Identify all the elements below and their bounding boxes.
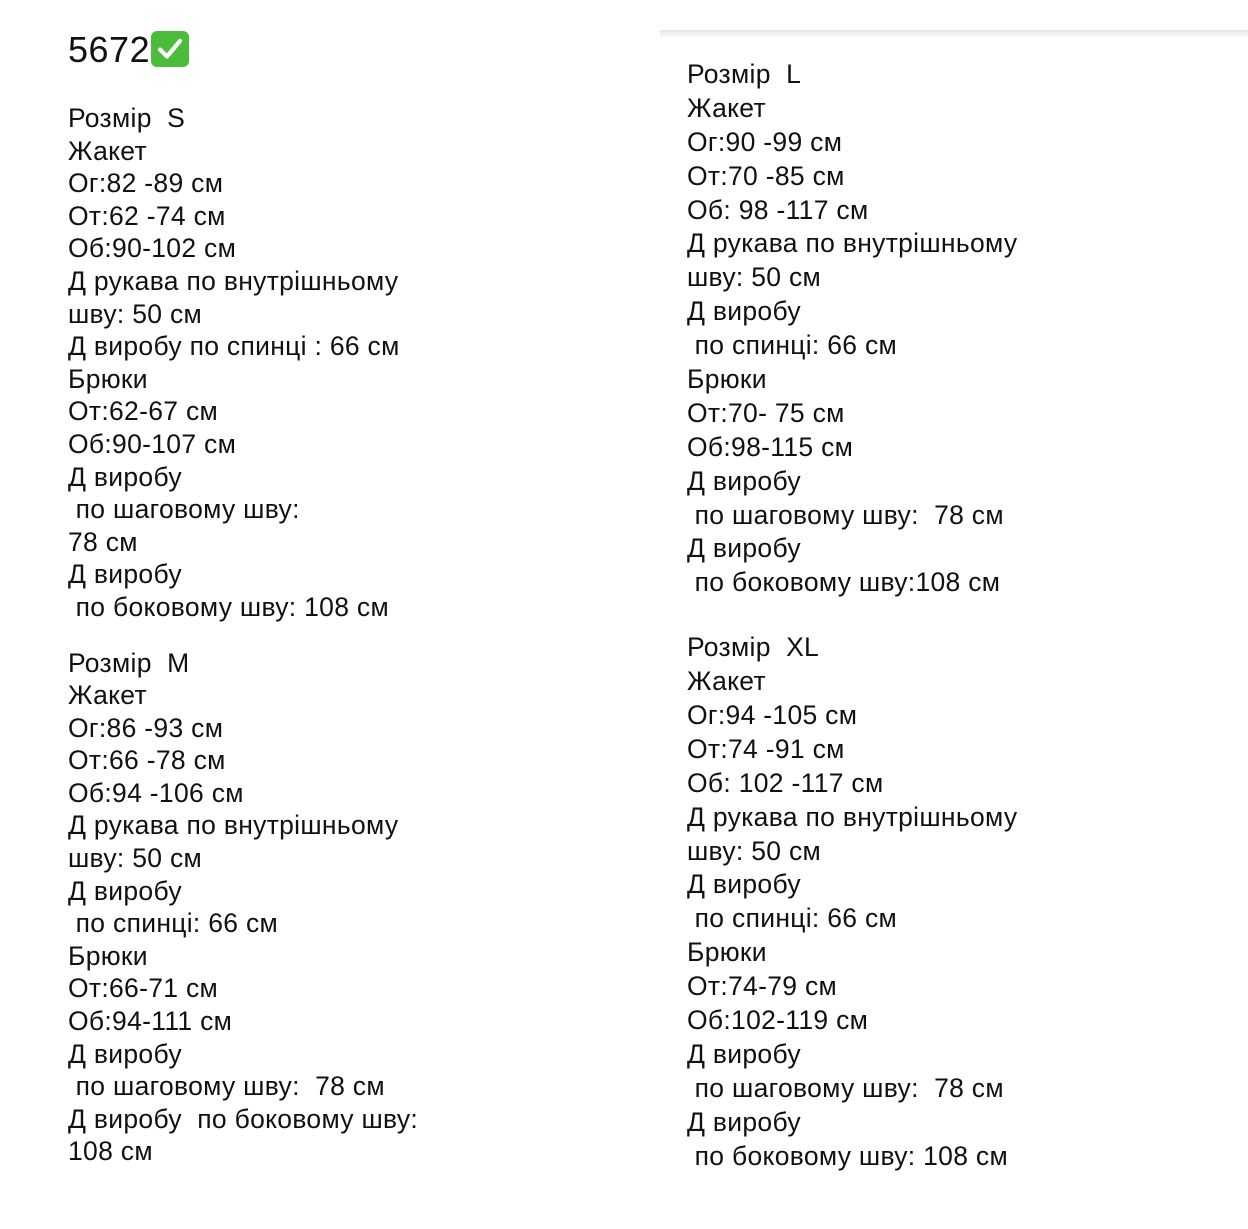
measurement-line: Об:102-119 см — [687, 1005, 869, 1036]
measurement-line: Ог:82 -89 см — [68, 168, 224, 199]
size-title: Розмір M — [68, 647, 190, 678]
measurement-line: по шаговому шву: 78 см — [687, 1072, 1004, 1103]
measurement-line: Д виробу — [68, 875, 182, 906]
size-block — [68, 647, 638, 1169]
measurement-line: Д рукава по внутрішньому — [687, 801, 1018, 832]
measurement-line: Д виробу — [68, 461, 182, 492]
measurement-line: по спинці: 66 см — [68, 908, 279, 939]
right-size-column — [687, 58, 1227, 1174]
measurement-line: Д виробу — [687, 869, 801, 900]
measurement-line: Брюки — [687, 364, 767, 395]
measurement-line: От:66 -78 см — [68, 745, 226, 776]
measurement-line: Д рукава по внутрішньому — [68, 810, 399, 841]
measurement-line: Брюки — [687, 937, 767, 968]
measurement-line: От:70 -85 см — [687, 160, 845, 191]
measurement-line: по шаговому шву: 78 см — [68, 1071, 385, 1102]
measurement-line: Жакет — [68, 135, 147, 166]
size-block — [687, 631, 1227, 1173]
measurement-line: шву: 50 см — [687, 262, 822, 293]
measurement-line: Д виробу — [687, 1106, 801, 1137]
measurement-line: Брюки — [68, 363, 148, 394]
measurement-line: Д виробу — [687, 296, 801, 327]
measurement-line: Об:94-111 см — [68, 1006, 233, 1037]
measurement-line: От:74 -91 см — [687, 733, 845, 764]
measurement-line: по боковому шву:108 см — [687, 567, 1001, 598]
left-size-column — [68, 102, 638, 1168]
measurement-line: по шаговому шву: — [68, 494, 300, 525]
measurement-line: От:62-67 см — [68, 396, 219, 427]
measurement-line: Д виробу — [68, 559, 182, 590]
measurement-line: по боковому шву: 108 см — [68, 591, 389, 622]
measurement-line: Жакет — [687, 666, 766, 697]
size-title: Розмір XL — [687, 632, 820, 663]
measurement-line: по шаговому шву: 78 см — [687, 499, 1004, 530]
measurement-line: Д виробу — [68, 1038, 182, 1069]
measurement-line: 78 см — [68, 526, 138, 557]
measurement-line: Ог:94 -105 см — [687, 700, 858, 731]
size-title: Розмір L — [687, 59, 802, 89]
product-code: 5672 — [68, 29, 151, 70]
measurement-line: Об:90-102 см — [68, 233, 237, 264]
measurement-line: Д виробу — [687, 465, 801, 496]
screenshot-top-edge — [660, 30, 1248, 38]
measurement-line: От:74-79 см — [687, 971, 838, 1002]
measurement-line: Д виробу — [687, 1038, 801, 1069]
measurement-line: Ог:86 -93 см — [68, 712, 224, 743]
measurement-line: Д виробу по спинці : 66 см — [68, 331, 400, 362]
size-block — [687, 58, 1227, 600]
measurement-line: Ог:90 -99 см — [687, 126, 843, 157]
measurement-line: Д рукава по внутрішньому — [68, 265, 399, 296]
check-mark-icon — [151, 31, 189, 67]
measurement-line: Об:98-115 см — [687, 431, 854, 462]
measurement-line: шву: 50 см — [68, 298, 203, 329]
measurement-line: Об:94 -106 см — [68, 777, 244, 808]
size-title: Розмір S — [68, 103, 186, 133]
measurement-line: 108 см — [68, 1136, 153, 1167]
measurement-line: Жакет — [68, 680, 147, 711]
measurement-line: От:70- 75 см — [687, 397, 845, 428]
measurement-line: От:66-71 см — [68, 973, 219, 1004]
measurement-line: Д виробу — [687, 533, 801, 564]
measurement-line: по боковому шву: 108 см — [687, 1140, 1008, 1171]
measurement-line: шву: 50 см — [687, 835, 822, 866]
measurement-line: по спинці: 66 см — [687, 330, 898, 361]
measurement-line: Об: 98 -117 см — [687, 194, 869, 225]
measurement-line: шву: 50 см — [68, 843, 203, 874]
measurement-line: Об:90-107 см — [68, 428, 237, 459]
measurement-line: Д рукава по внутрішньому — [687, 228, 1018, 259]
measurement-line: Д виробу по боковому шву: — [68, 1103, 419, 1134]
measurement-line: Об: 102 -117 см — [687, 767, 884, 798]
product-code-heading — [68, 28, 189, 72]
measurement-line: Брюки — [68, 940, 148, 971]
measurement-line: Жакет — [687, 92, 766, 123]
measurement-line: От:62 -74 см — [68, 200, 226, 231]
size-block — [68, 102, 638, 624]
measurement-line: по спинці: 66 см — [687, 903, 898, 934]
